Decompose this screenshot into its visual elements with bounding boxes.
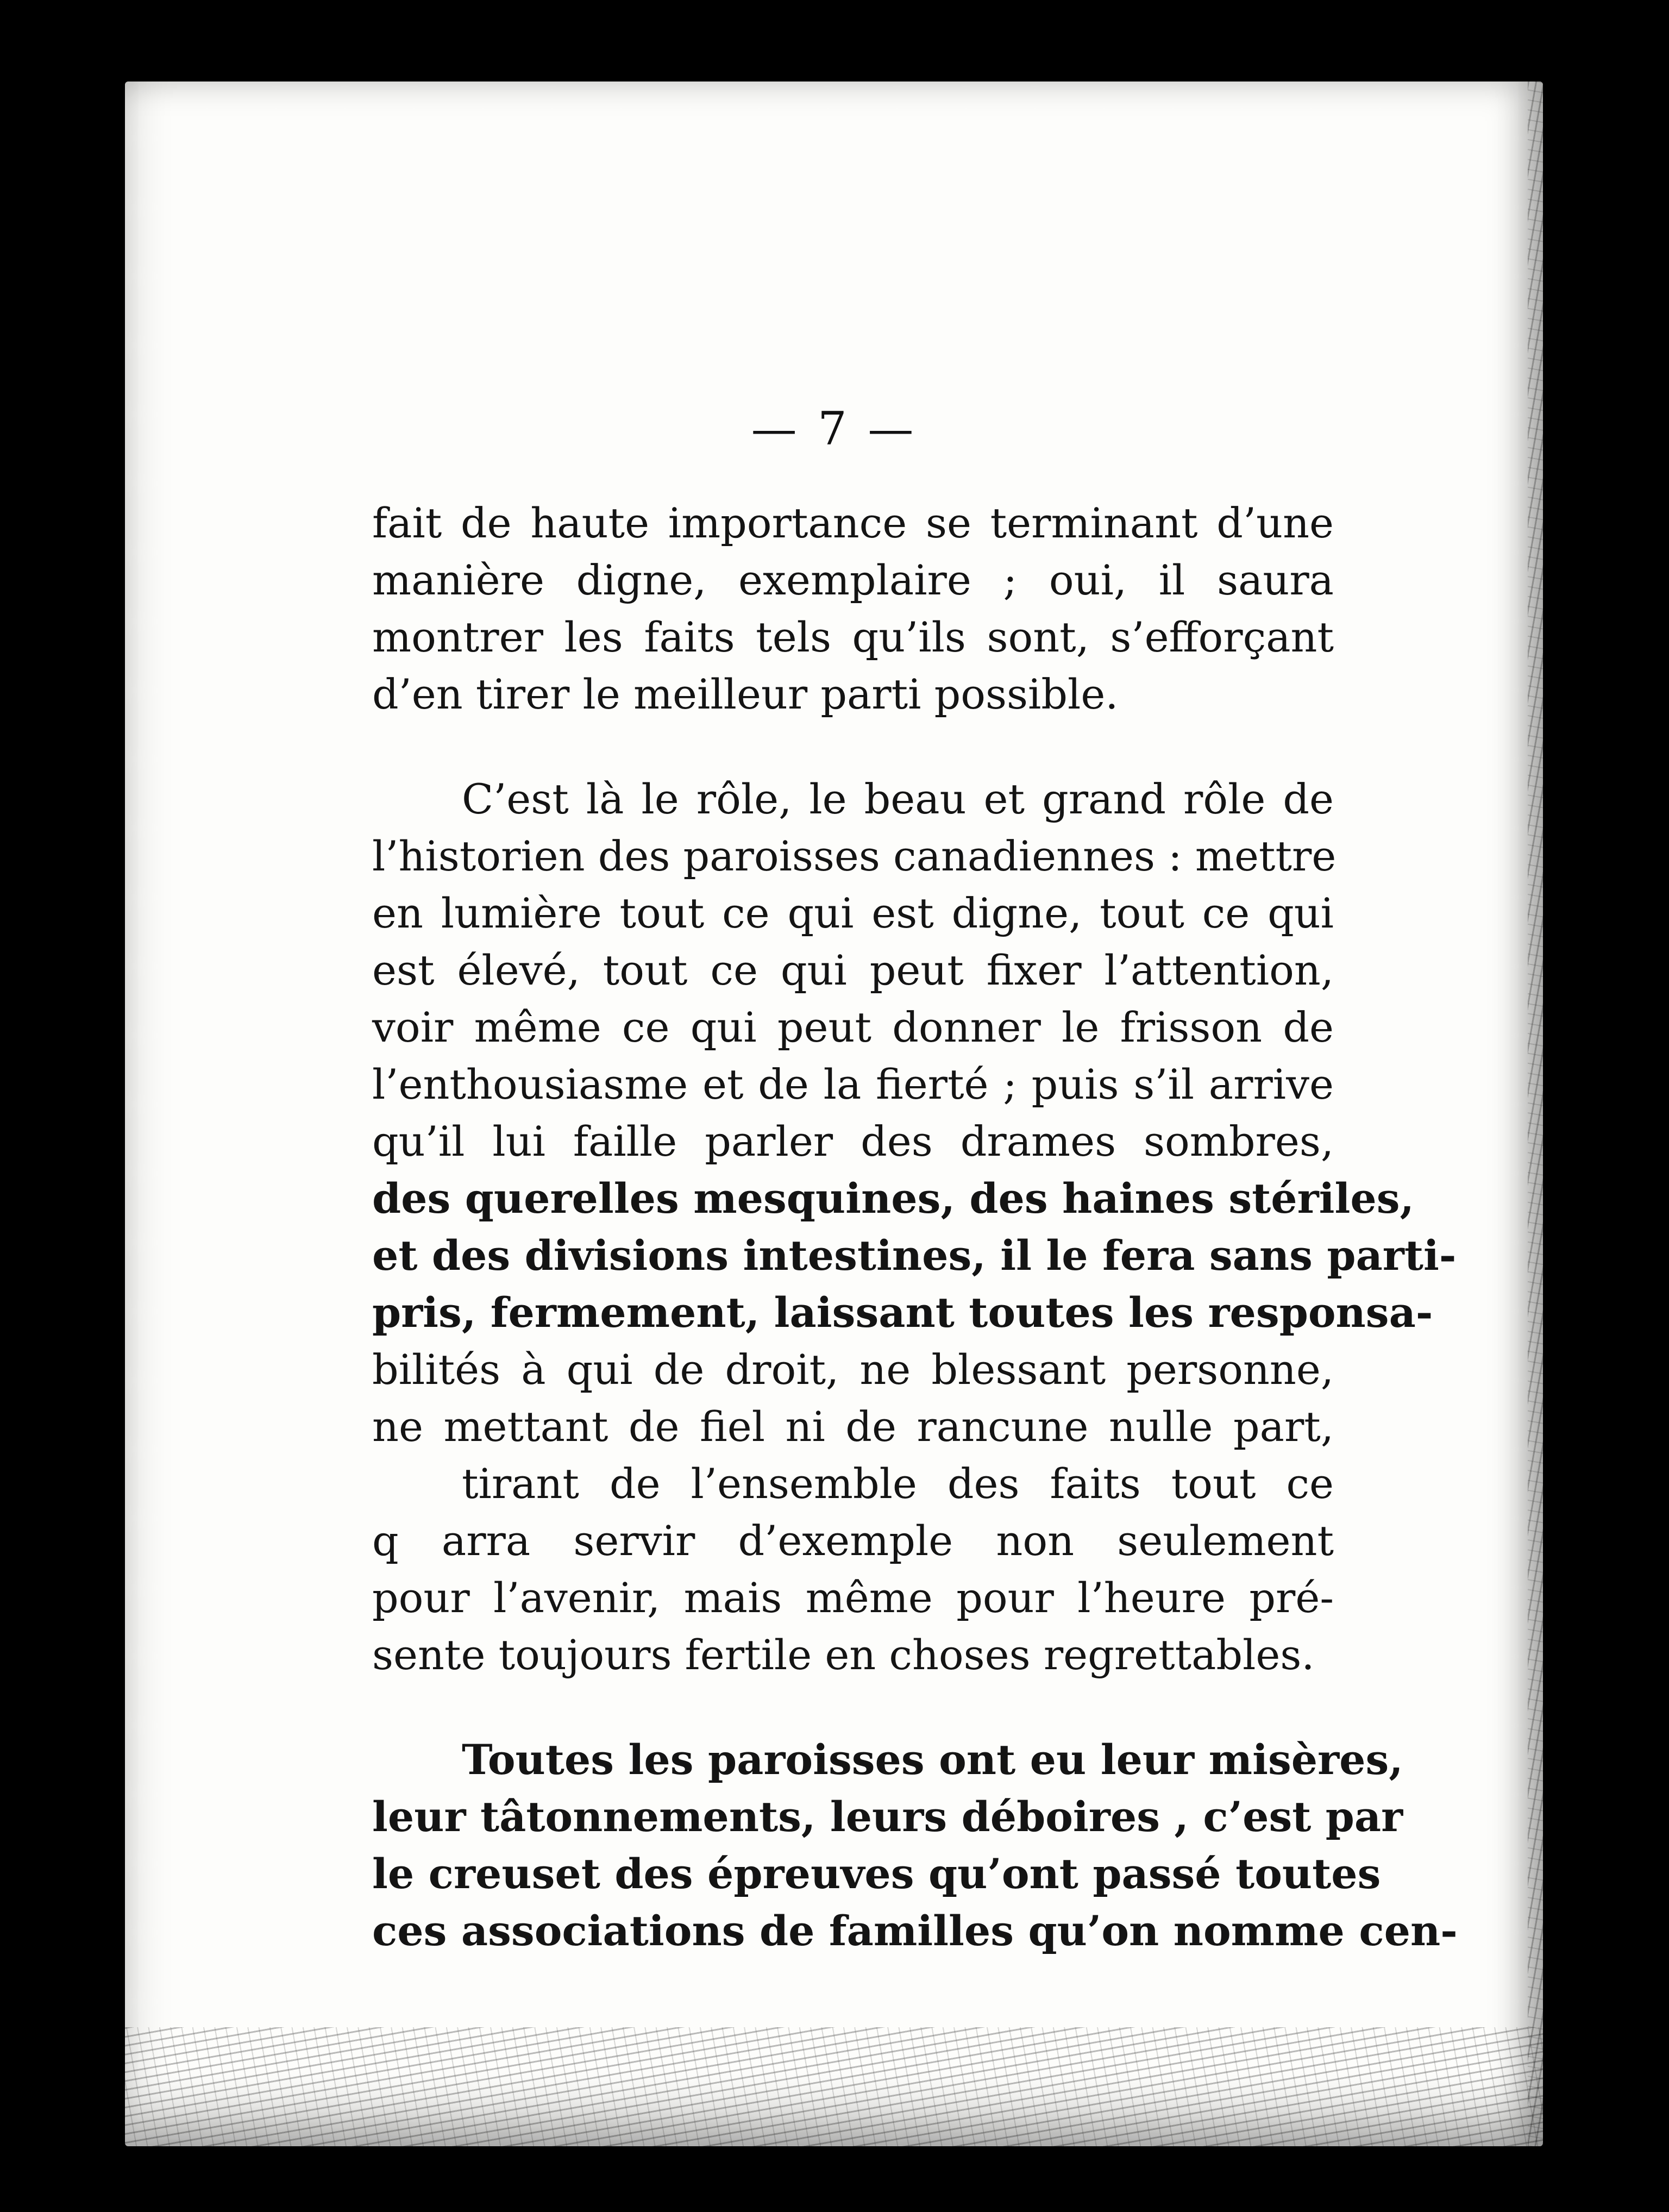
text-line: l’enthousiasme et de la fierté ; puis s’il arrive bbox=[372, 1060, 1334, 1108]
text-line: d’en tirer le meilleur parti possible. bbox=[372, 670, 1119, 718]
text-line: est élevé, tout ce qui peut fixer l’attention, bbox=[372, 946, 1334, 994]
page-number: — 7 — bbox=[751, 402, 917, 455]
page-edge-wear bbox=[1528, 82, 1669, 2146]
text-line: bilités à qui de droit, ne blessant personne, bbox=[372, 1345, 1334, 1394]
text-line: sente toujours fertile en choses regrettables. bbox=[372, 1631, 1315, 1679]
text-line: ne mettant de fiel ni de rancune nulle part, bbox=[372, 1402, 1334, 1451]
text-line: l’historien des paroisses canadiennes : mettre bbox=[372, 832, 1337, 880]
text-line: voir même ce qui peut donner le frisson de bbox=[372, 1003, 1334, 1051]
book-page bbox=[125, 82, 1543, 2146]
paragraph-1 bbox=[372, 494, 1334, 723]
text-line: des querelles mesquines, des haines stériles, bbox=[372, 1174, 1414, 1223]
text-line: montrer les faits tels qu’ils sont, s’efforçant bbox=[372, 613, 1334, 661]
text-line: le creuset des épreuves qu’ont passé toutes bbox=[372, 1850, 1381, 1898]
body-text bbox=[372, 494, 1458, 2007]
paragraph-2 bbox=[372, 770, 1457, 1683]
text-line: Toutes les paroisses ont eu leur misères, bbox=[462, 1735, 1403, 1784]
text-line: C’est là le rôle, le beau et grand rôle de bbox=[462, 775, 1334, 823]
page-bottom-wear bbox=[125, 2027, 1543, 2147]
text-line: fait de haute importance se terminant d’une bbox=[372, 499, 1334, 547]
text-line: pour l’avenir, mais même pour l’heure pré- bbox=[372, 1574, 1334, 1622]
text-line: pris, fermement, laissant toutes les responsa- bbox=[372, 1288, 1433, 1337]
text-line: ces associations de familles qu’on nomme cen- bbox=[372, 1907, 1458, 1955]
paragraph-3 bbox=[372, 1731, 1458, 1959]
text-line: q arra servir d’exemple non seulement bbox=[372, 1517, 1334, 1565]
text-line: tirant de l’ensemble des faits tout ce bbox=[462, 1459, 1334, 1508]
text-line: qu’il lui faille parler des drames sombres, bbox=[372, 1117, 1334, 1165]
text-line: et des divisions intestines, il le fera sans parti- bbox=[372, 1231, 1457, 1280]
book-binding-shadow bbox=[98, 234, 125, 1962]
text-line: leur tâtonnements, leurs déboires , c’est par bbox=[372, 1793, 1403, 1841]
text-line: en lumière tout ce qui est digne, tout ce qui bbox=[372, 889, 1334, 937]
text-line: manière digne, exemplaire ; oui, il saura bbox=[372, 556, 1334, 604]
